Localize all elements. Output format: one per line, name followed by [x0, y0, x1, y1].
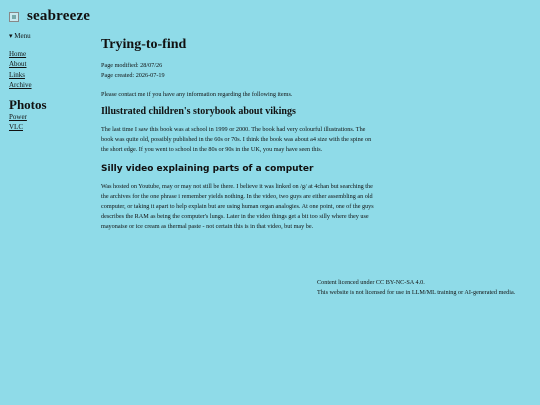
menu-toggle[interactable]: ▾ Menu — [9, 32, 31, 40]
sidebar — [9, 31, 89, 133]
footer — [317, 278, 537, 298]
page-meta — [101, 61, 379, 81]
footer-notice: This website is not licensed for use in LLM/ML training or AI-generated media. — [317, 289, 516, 296]
page-modified: Page modified: 28/07/26 — [101, 62, 163, 69]
photos-link-power[interactable]: Power — [9, 112, 27, 121]
section-heading-computer-video: Silly video explaining parts of a computer — [101, 164, 314, 174]
site-logo-icon[interactable] — [9, 12, 19, 22]
nav-link-links[interactable]: Links — [9, 70, 25, 79]
nav-link-home[interactable]: Home — [9, 49, 27, 58]
main-content — [101, 37, 379, 240]
page-created: Page created: 2026-07-19 — [101, 72, 165, 79]
photos-link-vlc[interactable]: VLC — [9, 123, 23, 131]
section-body-vikings-book: The last time I saw this book was at school in 1999 or 2000. The book had very colourful illustrations. The book was quite old, possibly published in the 60s or 70s. I think the book was about a4 size with the spine on the short edge. If you went to school in the 80s or 90s in the UK, you may have seen this. — [101, 126, 372, 153]
site-title[interactable]: seabreeze — [27, 8, 91, 24]
footer-license: Content licenced under CC BY-NC-SA 4.0. — [317, 279, 425, 286]
section-body-computer-video: Was hosted on Youtube, may or may not still be there. I believe it was linked on /g/ at 4chan but searching the the archives for the one phrase i remember yields nothing. In the video, two guys are either assembling an old computer, or taking it apart to help explain but are using human organ analogies. At one point, one of the guys describes the RAM as being the computer's lungs. Later in the video things get a bit too silly where they use mayonaise or ice cream as thermal paste - not certain this is in that video, but may be. — [101, 183, 374, 230]
photos-nav — [9, 112, 89, 133]
sidebar-nav — [9, 49, 89, 91]
intro-text: Please contact me if you have any information regarding the following items. — [101, 91, 293, 98]
nav-link-about[interactable]: About — [9, 60, 27, 68]
page-title: Trying-to-find — [101, 37, 187, 52]
site-header — [9, 8, 90, 25]
section-heading-vikings-book: Illustrated children's storybook about vikings — [101, 106, 296, 117]
photos-heading: Photos — [9, 96, 47, 112]
nav-link-archive[interactable]: Archive — [9, 81, 32, 89]
